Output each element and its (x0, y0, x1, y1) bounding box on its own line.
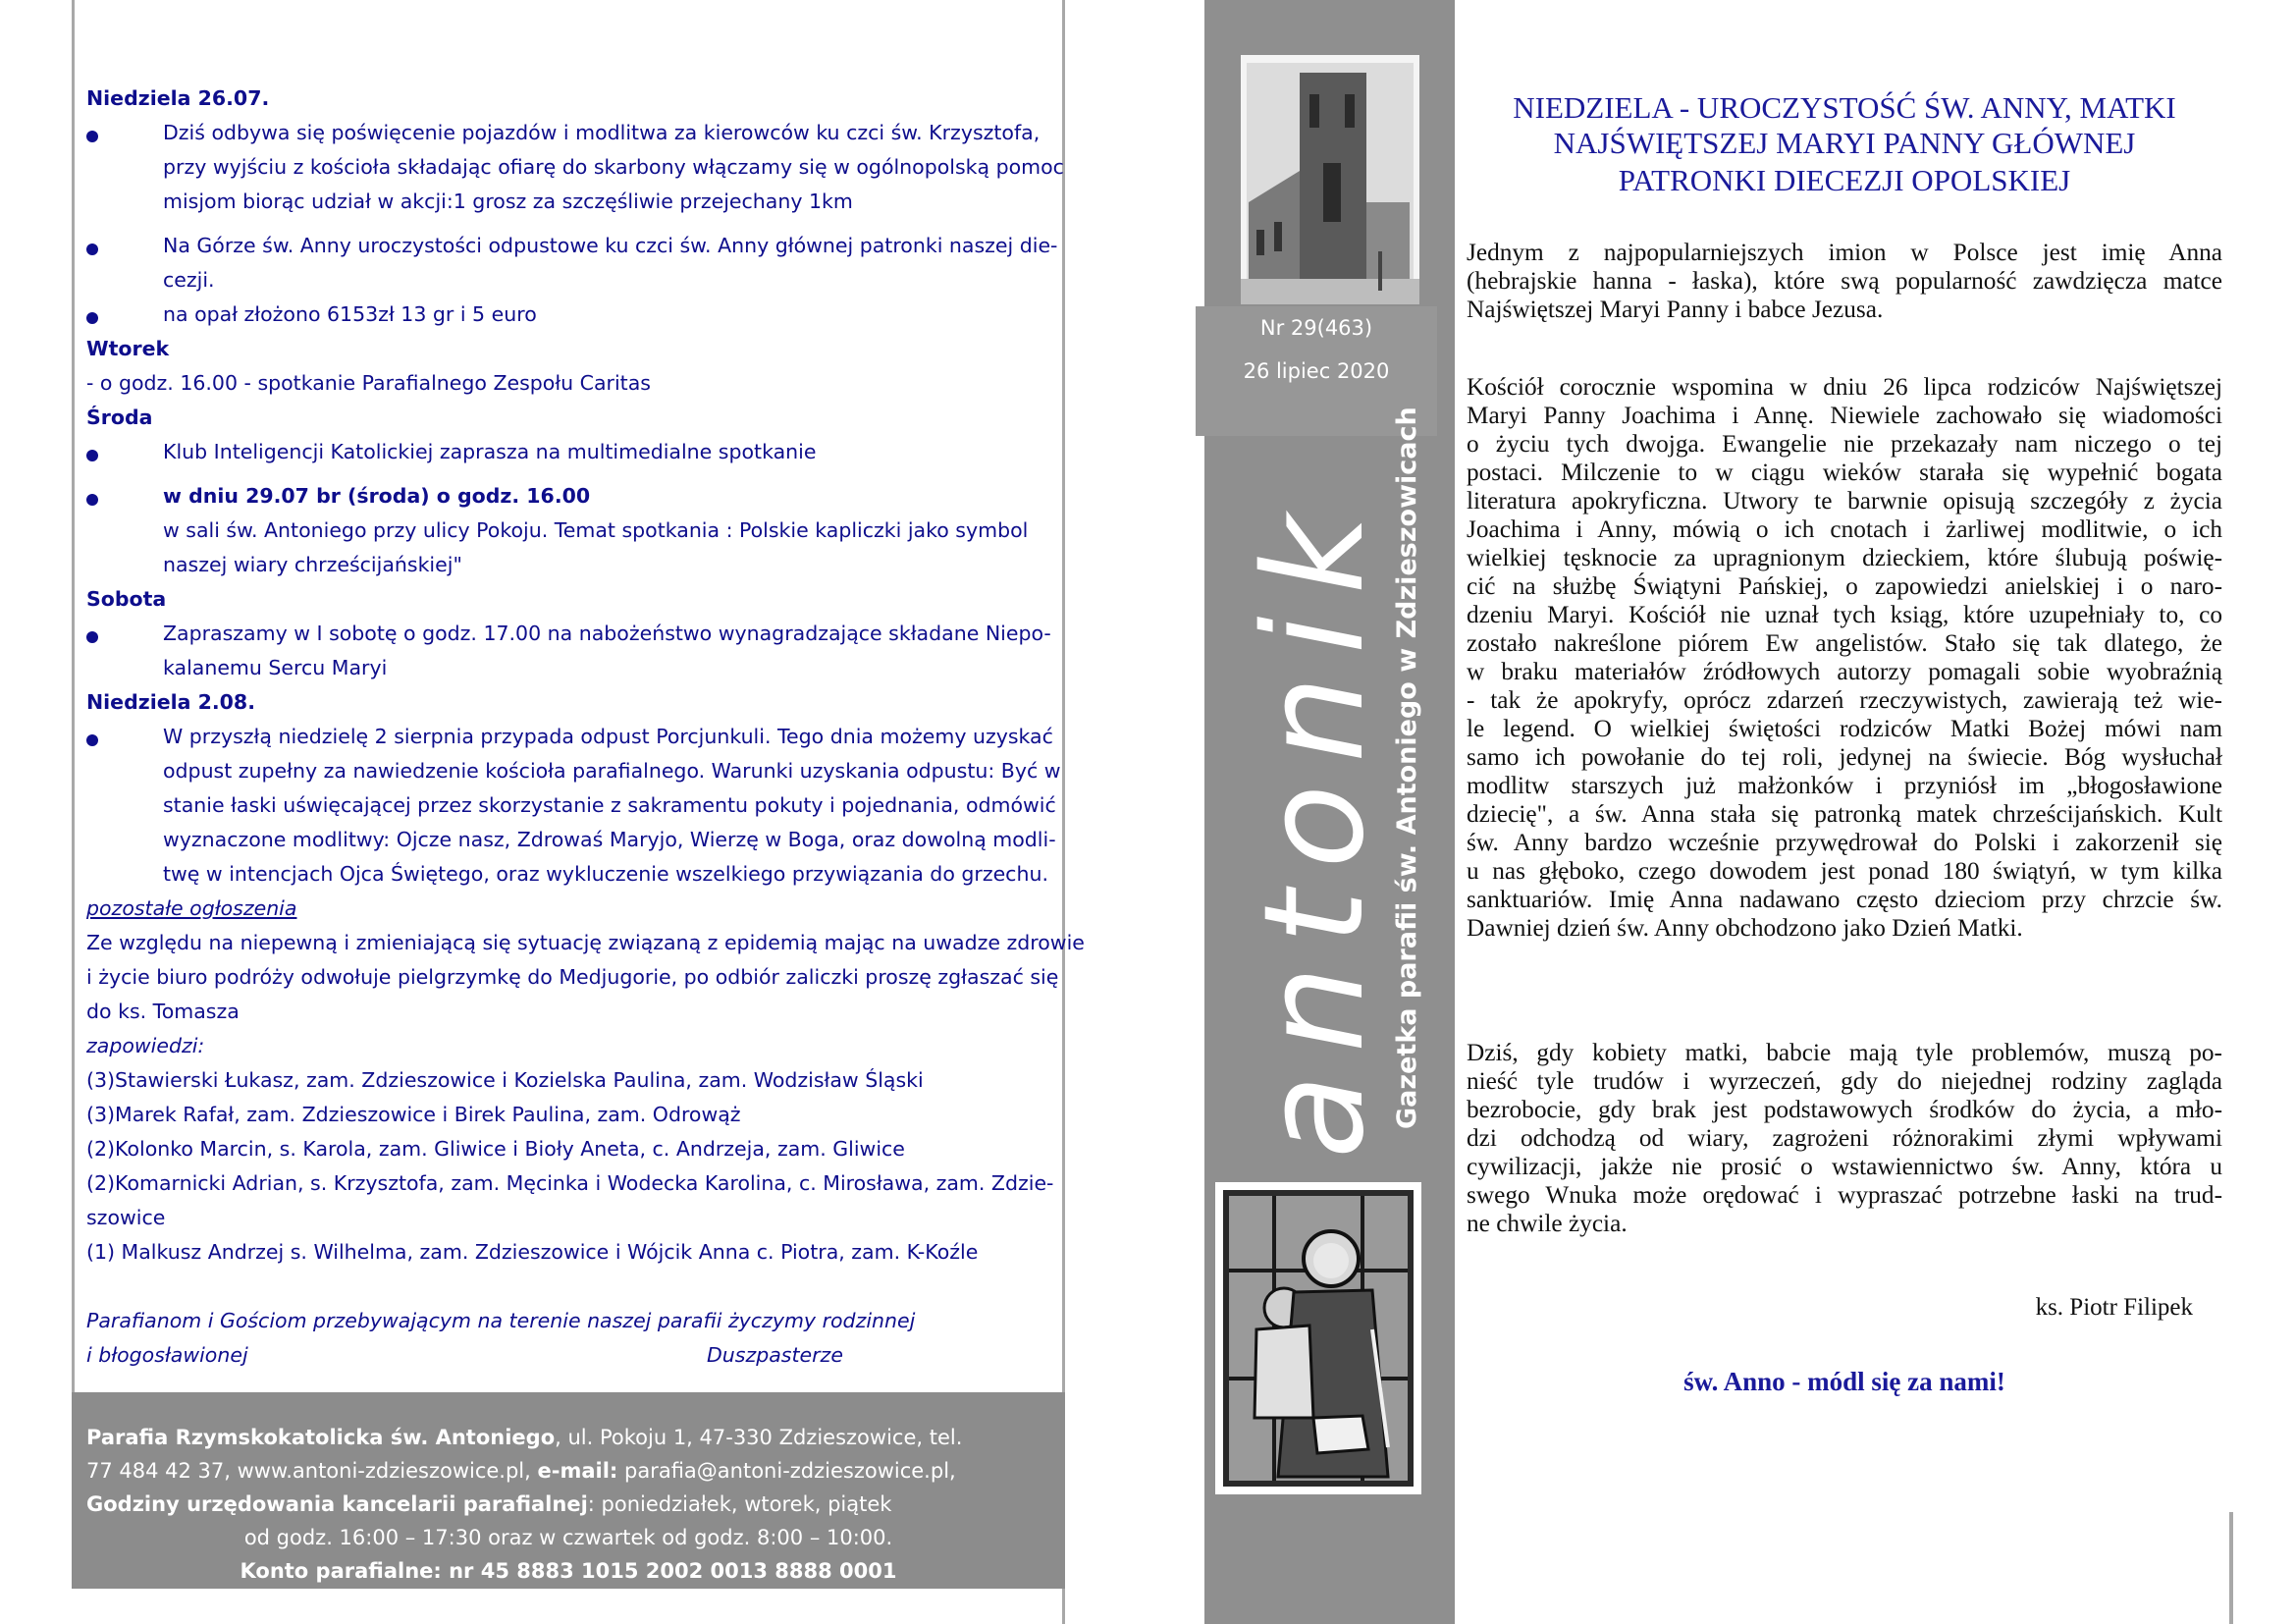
right-vertical-rule (2229, 1512, 2233, 1624)
paragraph-line: sanktuariów. Imię Anna nadawano często dzieciom przy chrzcie św. (1467, 886, 2222, 913)
paragraph-line: dzeniu Maryi. Kościół nie uznał tych ksiąg, które uzupełniały to, co (1467, 601, 2222, 628)
paragraph-line: Dziś, gdy kobiety matki, babcie mają tyle problemów, muszą po- (1467, 1039, 2222, 1066)
paragraph-line: bezrobocie, gdy brak jest podstawowych środków do życia, a mło- (1467, 1096, 2222, 1123)
bank-account: Konto parafialne: nr 45 8883 1015 2002 0013 8888 0001 (240, 1559, 897, 1583)
text-line: wyznaczone modlitwy: Ojcze nasz, Zdrowaś Maryjo, Wierzę w Boga, oraz dowolną modli- (163, 828, 1056, 851)
paragraph-line: ne chwile życia. (1467, 1210, 1628, 1237)
paragraph-line: nieść tyle trudów i wyrzeczeń, gdy do niejednej rodziny zagląda (1467, 1067, 2222, 1095)
left-vertical-rule (72, 0, 75, 1392)
hours-times: od godz. 16:00 – 17:30 oraz w czwartek od godz. 8:00 – 10:00. (243, 1526, 893, 1549)
bullet (86, 244, 98, 255)
parish-address: , ul. Pokoju 1, 47-330 Zdzieszowice, tel. (555, 1426, 963, 1449)
text-line: Na Górze św. Anny uroczystości odpustowe ku czci św. Anny głównej patronki naszej die- (163, 234, 1058, 257)
text-line: cezji. (163, 268, 215, 292)
text-line: naszej wiary chrześcijańskiej" (163, 553, 462, 576)
article-paragraph-2 (1467, 373, 2222, 943)
text-line: Dziś odbywa się poświęcenie pojazdów i modlitwa za kierowców ku czci św. Krzysztofa, (163, 121, 1041, 144)
bullet (86, 631, 98, 643)
heading-tuesday: Wtorek (86, 337, 170, 360)
paragraph-line: le legend. O wielkiej świętości rodziców Matki Bożej mówi nam (1467, 715, 2222, 742)
heading-sunday-1: Niedziela 26.07. (86, 86, 270, 110)
paragraph-line: dziecię", a św. Anna stała się patronką matek chrześcijańskich. Kult (1467, 800, 2222, 828)
paragraph-line: Dawniej dzień św. Anny obchodzono jako Dzień Matki. (1467, 914, 2023, 942)
paragraph-line: samo ich powołanie do tej roli, jedynej na świecie. Bóg wysłuchał (1467, 743, 2222, 771)
heading-sunday-2: Niedziela 2.08. (86, 690, 255, 714)
issue-date: 26 lipiec 2020 (1243, 359, 1390, 383)
bann-line: (2)Komarnicki Adrian, s. Krzysztofa, zam. Męcinka i Wodecka Karolina, c. Mirosława, zam. Zdzie- (86, 1171, 1054, 1195)
paragraph-line: cywilizacji, jakże nie prosić o wstawiennictwo św. Anny, która u (1467, 1153, 2222, 1180)
paragraph-line: Joachima i Anny, mówią o ich cnotach i żarliwej modlitwie, o ich (1467, 515, 2222, 543)
saint-anthony-image (1215, 1182, 1421, 1494)
footer-contact-line (86, 1459, 956, 1483)
article-title-line: PATRONKI DIECEZJI OPOLSKIEJ (1618, 163, 2071, 197)
newsletter-subtitle: Gazetka parafii św. Antoniego w Zdzieszowicach (1392, 406, 1422, 1129)
hours-days: : poniedziałek, wtorek, piątek (587, 1492, 892, 1516)
wishes-signature: Duszpasterze (707, 1343, 843, 1367)
text-line: w dniu 29.07 br (środa) o godz. 16.00 (163, 484, 591, 508)
article-title-line: NAJŚWIĘTSZEJ MARYI PANNY GŁÓWNEJ (1553, 126, 2136, 160)
email-address[interactable]: parafia@antoni-zdzieszowice.pl, (617, 1459, 956, 1483)
paragraph-line: w braku materiałów źródłowych autorzy pomagali sobie wyobraźnią (1467, 658, 2222, 685)
bullet (86, 734, 98, 746)
bullet (86, 494, 98, 506)
paragraph-line: Jednym z najpopularniejszych imion w Polsce jest imię Anna (1467, 239, 2222, 266)
text-line: na opał złożono 6153zł 13 gr i 5 euro (163, 302, 537, 326)
paragraph-line: zostało nakreślone piórem Ew angelistów. Stało się tak dlatego, że (1467, 629, 2222, 657)
paragraph-line: Kościół corocznie wspomina w dniu 26 lipca rodziców Najświętszej (1467, 373, 2222, 401)
wishes-line: Parafianom i Gościom przebywającym na terenie naszej parafii życzymy rodzinnej (86, 1309, 916, 1332)
text-line: do ks. Tomasza (86, 1000, 240, 1023)
paragraph-line: Maryi Panny Joachima i Annę. Niewiele zachowało się wiadomości (1467, 402, 2222, 429)
newsletter-title: antonik (1235, 493, 1395, 1159)
article-paragraph-3 (1467, 1039, 2222, 1238)
church-photo (1241, 55, 1419, 304)
text-line: misjom biorąc udział w akcji:1 grosz za szczęśliwie przejechany 1km (163, 189, 853, 213)
text-line: W przyszłą niedzielę 2 sierpnia przypada odpust Porcjunkuli. Tego dnia możemy uzyskać (163, 725, 1053, 748)
wishes-line: i błogosławionej (86, 1343, 248, 1367)
paragraph-line: swego Wnuka może orędować i wypraszać potrzebne łaski na trud- (1467, 1181, 2222, 1209)
phone-and-website[interactable]: 77 484 42 37, www.antoni-zdzieszowice.pl, (86, 1459, 538, 1483)
saint-anthony-icon (1215, 1182, 1421, 1494)
bann-line: (3)Stawierski Łukasz, zam. Zdzieszowice i Kozielska Paulina, zam. Wodzisław Śląski (86, 1068, 924, 1092)
closing-prayer: św. Anno - módl się za nami! (1683, 1367, 2005, 1396)
text-line: stanie łaski uświęcającej przez skorzystanie z sakramentu pokuty i pojednania, odmówić (163, 793, 1056, 817)
text-line: i życie biuro podróży odwołuje pielgrzymkę do Medjugorie, po odbiór zaliczki proszę zgłaszać się (86, 965, 1059, 989)
text-line: Klub Inteligencji Katolickiej zaprasza na multimedialne spotkanie (163, 440, 817, 463)
text-line: twę w intencjach Ojca Świętego, oraz wykluczenie wszelkiego przywiązania do grzechu. (163, 862, 1048, 886)
bullet (86, 131, 98, 142)
issue-number: Nr 29(463) (1259, 316, 1373, 340)
heading-banns: zapowiedzi: (86, 1034, 205, 1057)
article-title-line: NIEDZIELA - UROCZYSTOŚĆ ŚW. ANNY, MATKI (1513, 90, 2176, 125)
bann-line: (2)Kolonko Marcin, s. Karola, zam. Gliwice i Bioły Aneta, c. Andrzeja, zam. Gliwice (86, 1137, 905, 1161)
paragraph-line: postaci. Milczenie to w ciągu wieków starała się wypełnić bogata (1467, 459, 2222, 486)
parish-name: Parafia Rzymskokatolicka św. Antoniego (86, 1426, 556, 1449)
paragraph-line: wielkiej tęsknocie za upragnionym dzieckiem, które ślubują poświę- (1467, 544, 2222, 571)
paragraph-line: modlitw starszych już małżonków i przyniósł im „błogosławione (1467, 772, 2222, 799)
bann-line: szowice (86, 1206, 166, 1229)
hours-label: Godziny urzędowania kancelarii parafialnej (86, 1492, 588, 1516)
paragraph-line: - tak że apokryfy, oprócz zdarzeń rzeczywistych, zawierają też wie- (1467, 686, 2222, 714)
text-line: Ze względu na niepewną i zmieniającą się sytuację związaną z epidemią mając na uwadze zdrowie (86, 931, 1085, 954)
footer-hours-line (86, 1492, 891, 1516)
bullet (86, 450, 98, 461)
text-line: przy wyjściu z kościoła składając ofiarę do skarbony włączamy się w ogólnopolską pomoc (163, 155, 1064, 179)
heading-saturday: Sobota (86, 587, 167, 611)
center-vertical-rule (1062, 0, 1065, 1624)
paragraph-line: u nas głęboko, czego dowodem jest ponad 180 świątyń, w tym kilka (1467, 857, 2222, 885)
paragraph-line: (hebrajskie hanna - łaska), które swą popularność zawdzięcza matce (1467, 267, 2222, 295)
bann-line: (1) Malkusz Andrzej s. Wilhelma, zam. Zdzieszowice i Wójcik Anna c. Piotra, zam. K-Koźle (86, 1240, 979, 1264)
article-signature: ks. Piotr Filipek (2035, 1294, 2193, 1321)
bann-line: (3)Marek Rafał, zam. Zdzieszowice i Birek Paulina, zam. Odrowąż (86, 1103, 741, 1126)
paragraph-line: o życiu tych dwojga. Ewangelie nie przekazały nam niczego o tej (1467, 430, 2222, 458)
text-line: - o godz. 16.00 - spotkanie Parafialnego Zespołu Caritas (86, 371, 651, 395)
paragraph-line: cić na służbę Świątyni Pańskiej, o zapowiedzi anielskiej i o naro- (1467, 572, 2222, 600)
bullet (86, 312, 98, 324)
heading-wednesday: Środa (86, 406, 153, 429)
footer-address-line (86, 1426, 962, 1449)
text-line: w sali św. Antoniego przy ulicy Pokoju. Temat spotkania : Polskie kapliczki jako symbol (163, 518, 1029, 542)
text-line: Zapraszamy w I sobotę o godz. 17.00 na nabożeństwo wynagradzające składane Niepo- (163, 622, 1051, 645)
heading-other-announcements: pozostałe ogłoszenia (86, 896, 297, 920)
paragraph-line: literatura apokryficzna. Utwory te barwnie opisują szczegóły z życia (1467, 487, 2222, 514)
paragraph-line: św. Anny bardzo wcześnie przywędrował do Polski i zakorzenił się (1467, 829, 2222, 856)
paragraph-line: dzi odchodzą od wiary, zagrożeni różnorakimi złymi wpływami (1467, 1124, 2222, 1152)
article-paragraph-1 (1467, 239, 2222, 324)
email-label: e-mail: (537, 1459, 618, 1483)
text-line: kalanemu Sercu Maryi (163, 656, 388, 679)
parish-contact-footer (72, 1392, 1065, 1589)
paragraph-line: Najświętszej Maryi Panny i babce Jezusa. (1467, 296, 1884, 323)
church-image (1241, 55, 1419, 304)
text-line: odpust zupełny za nawiedzenie kościoła parafialnego. Warunki uzyskania odpustu: Być w (163, 759, 1061, 783)
